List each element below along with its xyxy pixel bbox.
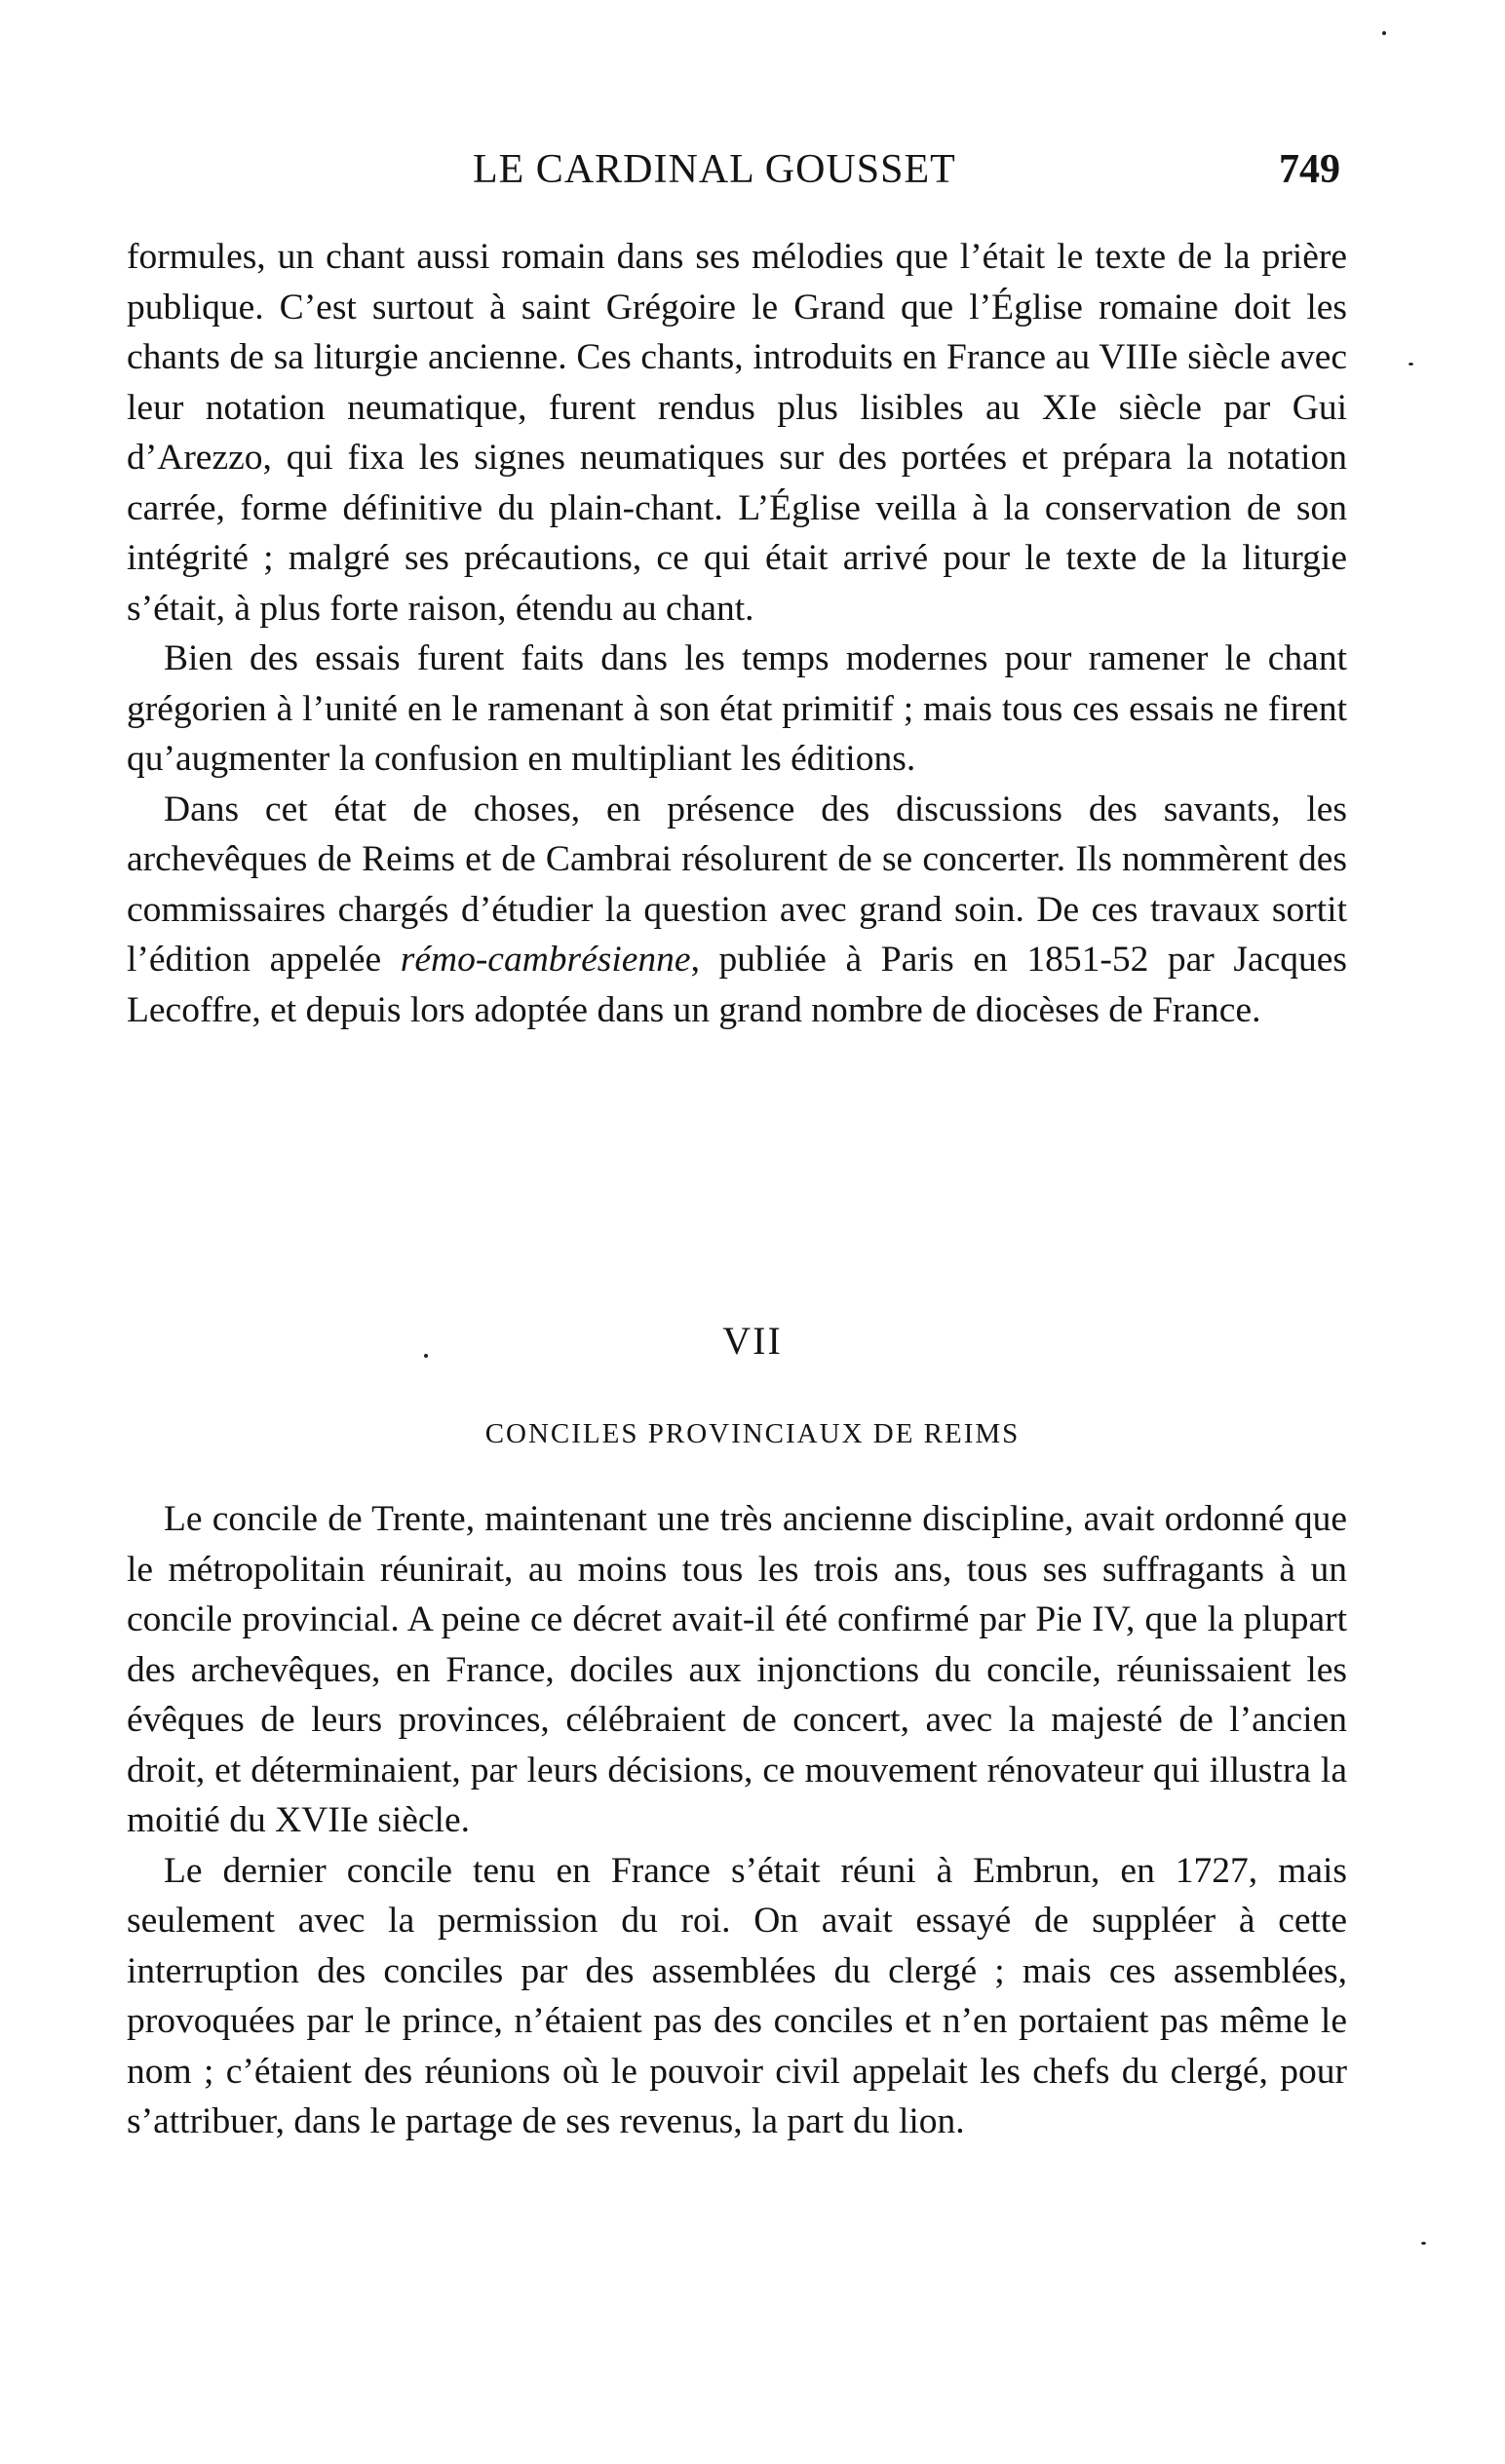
bottom-text-block [127,1494,1347,2147]
print-speck [1409,363,1413,366]
print-speck [424,1354,428,1358]
print-speck [1382,31,1386,35]
paragraph-dernier-concile: Le dernier concile tenu en France s’était réuni à Embrun, en 1727, mais seulement avec la permission du roi. On avait essayé de suppléer à cette interruption des conciles par des assemblées du clergé ; mais ces assemblées, provoquées par le prince, n’étaient pas des conciles et n’en portaient pas même le nom ; c’étaient des réunions où le pouvoir civil appelait les chefs du clergé, pour s’attribuer, dans le partage de ses revenus, la part du lion. [127,1850,1347,2141]
paragraph-reims-cambrai [127,785,1347,1036]
edition-name: rémo-cambrésienne [400,940,691,980]
top-text-block [127,232,1347,1035]
paragraph-concile-trente: Le concile de Trente, maintenant une très ancienne discipline, avait ordonné que le métropolitain réunirait, au moins tous les trois ans, tous ses suffragants à un concile provincial. A peine ce décret avait-il été confirmé par Pie IV, que la plupart des archevêques, en France, dociles aux injonctions du concile, réunissaient les évêques de leurs provinces, célébraient de concert, avec la majesté de l’ancien droit, et déterminaient, par leurs décisions, ce mouvement rénovateur qui illustra la moitié du XVIIe siècle. [127,1499,1347,1840]
paragraph-reims-cambrai-end: , publiée à Paris en 1851-52 par Jacques Lecoffre, et depuis lors adoptée dans un grand nombre de diocèses de France. [127,940,1348,1030]
page-number: 749 [1279,147,1340,192]
paragraph-continuation: formules, un chant aussi romain dans ses mélodies que l’était le texte de la prière publique. C’est surtout à saint Grégoire le Grand que l’Église romaine doit les chants de sa liturgie ancienne. Ces chants, introduits en France au VIIIe siècle avec leur notation neumatique, furent rendus plus lisibles au XIe siècle par Gui d’Arezzo, qui fixa les signes neumatiques sur des portées et prépara la notation carrée, forme définitive du plain-chant. L’Église veilla à la conservation de son intégrité ; malgré ses précautions, ce qui était arrivé pour le texte de la liturgie s’était, à plus forte raison, étendu au chant. [127,237,1347,629]
running-title: LE CARDINAL GOUSSET [473,147,956,192]
print-speck [1421,2242,1426,2245]
paragraph-essais: Bien des essais furent faits dans les temps modernes pour ramener le chant grégorien à l’unité en le ramenant à son état primitif ; mais tous ces essais ne firent qu’augmenter la confusion en multipliant les éditions. [127,638,1347,779]
section-number: VII [722,1319,783,1363]
paragraph-reims-cambrai-text: Dans cet état de choses, en présence des discussions des savants, les archevêques de Reims et de Cambrai résolurent de se concerter. Ils nommèrent des commissaires chargés d’étudier la question avec grand soin. De ces travaux sortit l’édition appelée [127,789,1347,980]
section-title: CONCILES PROVINCIAUX DE REIMS [484,1418,1021,1449]
